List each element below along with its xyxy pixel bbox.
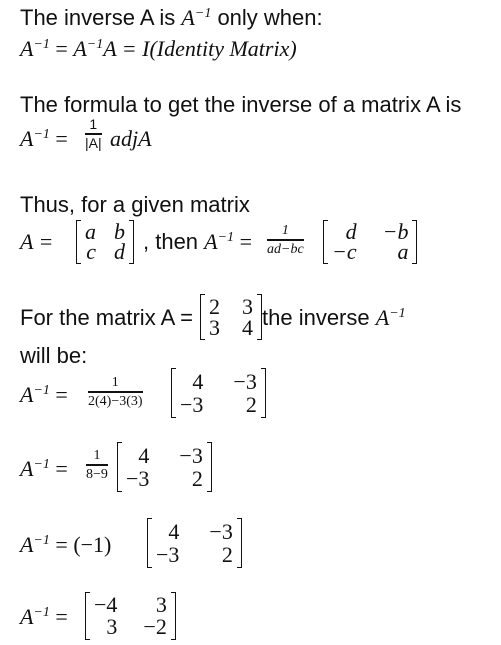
s4-frac-num: 1	[111, 375, 119, 390]
s7-m-cell: 3	[106, 614, 118, 639]
s4-frac-bar	[88, 391, 143, 393]
s4-m-cell: 2	[209, 294, 220, 319]
s3-m2-cell: a	[397, 239, 409, 264]
s5-equals: =	[49, 456, 68, 481]
s4-matrix-result	[171, 368, 266, 418]
s3-frac-num: 1	[281, 223, 289, 238]
s4-fraction	[88, 375, 143, 409]
s4-mid-text: the inverse	[262, 305, 376, 330]
s5-frac-den: 8−9	[86, 466, 108, 482]
s6-m-right-bracket	[237, 518, 242, 568]
s6-equals-neg1: = (−1)	[49, 532, 112, 557]
s5-m-cell: 4	[138, 443, 150, 468]
s4-lhs-a: A	[20, 382, 34, 407]
s2-adj: adjA	[110, 126, 152, 151]
s4-m2-right-bracket	[261, 368, 266, 418]
s4-matrix-given	[200, 294, 262, 340]
s4-inverse-text	[262, 306, 406, 330]
s5-lhs	[20, 457, 68, 481]
s7-m-right-bracket	[171, 592, 176, 640]
s1-eq-equals: =	[49, 36, 74, 61]
s3-m-cell: d	[114, 239, 125, 264]
s5-frac-bar	[86, 464, 108, 466]
s7-m-cell: −4	[94, 592, 118, 617]
s3-m-cell: b	[114, 219, 125, 244]
s4-lhs	[20, 383, 68, 407]
s4-lhs-exp: −1	[33, 383, 50, 398]
s3-matrix-abcd	[76, 220, 134, 264]
s4-m2-cell: 4	[192, 369, 204, 394]
s3-m2-right-bracket	[412, 220, 417, 264]
s7-lhs-exp: −1	[33, 605, 50, 620]
s2-frac-num: 1	[89, 116, 98, 132]
s3-exp: −1	[217, 230, 235, 245]
s7-matrix	[85, 592, 176, 640]
s6-lhs-a: A	[20, 532, 34, 557]
s5-frac-num: 1	[93, 448, 101, 463]
s4-m-cell: 3	[209, 315, 220, 340]
s5-m-cell: 2	[191, 466, 203, 491]
s2-exp: −1	[33, 127, 50, 142]
s5-m-right-bracket	[207, 442, 212, 492]
s4-text-line: For the matrix A =	[20, 305, 194, 330]
s7-m-cell: 3	[155, 592, 167, 617]
s4-equals: =	[49, 382, 68, 407]
s2-fraction	[85, 117, 102, 151]
s5-lhs-a: A	[20, 456, 34, 481]
s1-eq-identity: A = I(Identity Matrix)	[103, 36, 297, 61]
s4-a: A	[375, 305, 390, 330]
s3-m-cell: a	[85, 219, 96, 244]
s6-equation	[20, 533, 111, 557]
s4-exp: −1	[389, 306, 406, 321]
s1-exponent: −1	[194, 6, 212, 21]
s4-m-cell: 3	[242, 294, 253, 319]
s3-m2-cell: d	[345, 219, 357, 244]
s1-a-symbol: A	[181, 5, 195, 30]
s4-m2-cell: −3	[233, 369, 257, 394]
s1-eq-lhs: A	[20, 36, 34, 61]
s3-matrix-adj	[323, 220, 417, 264]
s4-m2-cell: 2	[245, 392, 257, 417]
s5-m-cell: −3	[179, 443, 203, 468]
s6-m-cell: −3	[156, 542, 180, 567]
s3-then-text: , then	[143, 229, 205, 254]
s3-frac-den: ad−bc	[267, 241, 304, 257]
s5-lhs-exp: −1	[33, 457, 50, 472]
s7-m-cell: −2	[143, 614, 167, 639]
s3-m2-cell: −b	[382, 219, 409, 244]
s2-equation	[20, 127, 68, 151]
s1-eq-exp1: −1	[33, 37, 50, 52]
s1-text-line	[20, 6, 323, 30]
s3-then	[143, 230, 252, 254]
s5-matrix	[117, 442, 212, 492]
s4-m-cell: 4	[242, 315, 253, 340]
s4-frac-den: 2(4)−3(3)	[88, 393, 143, 409]
s1-intro-end: only when:	[211, 5, 323, 30]
s6-m-cell: 2	[221, 542, 233, 567]
s6-m-cell: 4	[168, 519, 180, 544]
s1-eq-rhs-a: A	[73, 36, 87, 61]
s3-m-right-bracket	[129, 220, 134, 264]
s3-fraction	[267, 223, 304, 257]
s3-a-eq: A =	[20, 229, 54, 254]
s4-m2-cell: −3	[180, 392, 204, 417]
s2-frac-den: |A|	[85, 134, 102, 151]
s6-m-cell: −3	[209, 519, 233, 544]
s7-lhs	[20, 605, 68, 629]
s6-matrix	[147, 518, 242, 568]
s3-m2-cell: −c	[332, 239, 357, 264]
s5-fraction	[86, 448, 108, 482]
s4-will-be: will be:	[20, 343, 88, 368]
s1-eq-exp2: −1	[86, 37, 104, 52]
s1-intro-text: The inverse A is	[20, 5, 182, 30]
s3-frac-bar	[267, 239, 304, 241]
s1-equation	[20, 37, 297, 61]
s3-text-line: Thus, for a given matrix	[20, 192, 250, 217]
s2-lhs: A	[20, 126, 34, 151]
s3-equals: =	[234, 229, 252, 254]
s3-m-cell: c	[86, 239, 96, 264]
s7-lhs-a: A	[20, 604, 34, 629]
s6-lhs-exp: −1	[33, 533, 50, 548]
s3-then-a: A	[204, 229, 218, 254]
s5-m-cell: −3	[126, 466, 150, 491]
s2-equals: =	[49, 126, 68, 151]
s7-equals: =	[49, 604, 68, 629]
s2-text-line: The formula to get the inverse of a matrix A is	[20, 92, 462, 117]
